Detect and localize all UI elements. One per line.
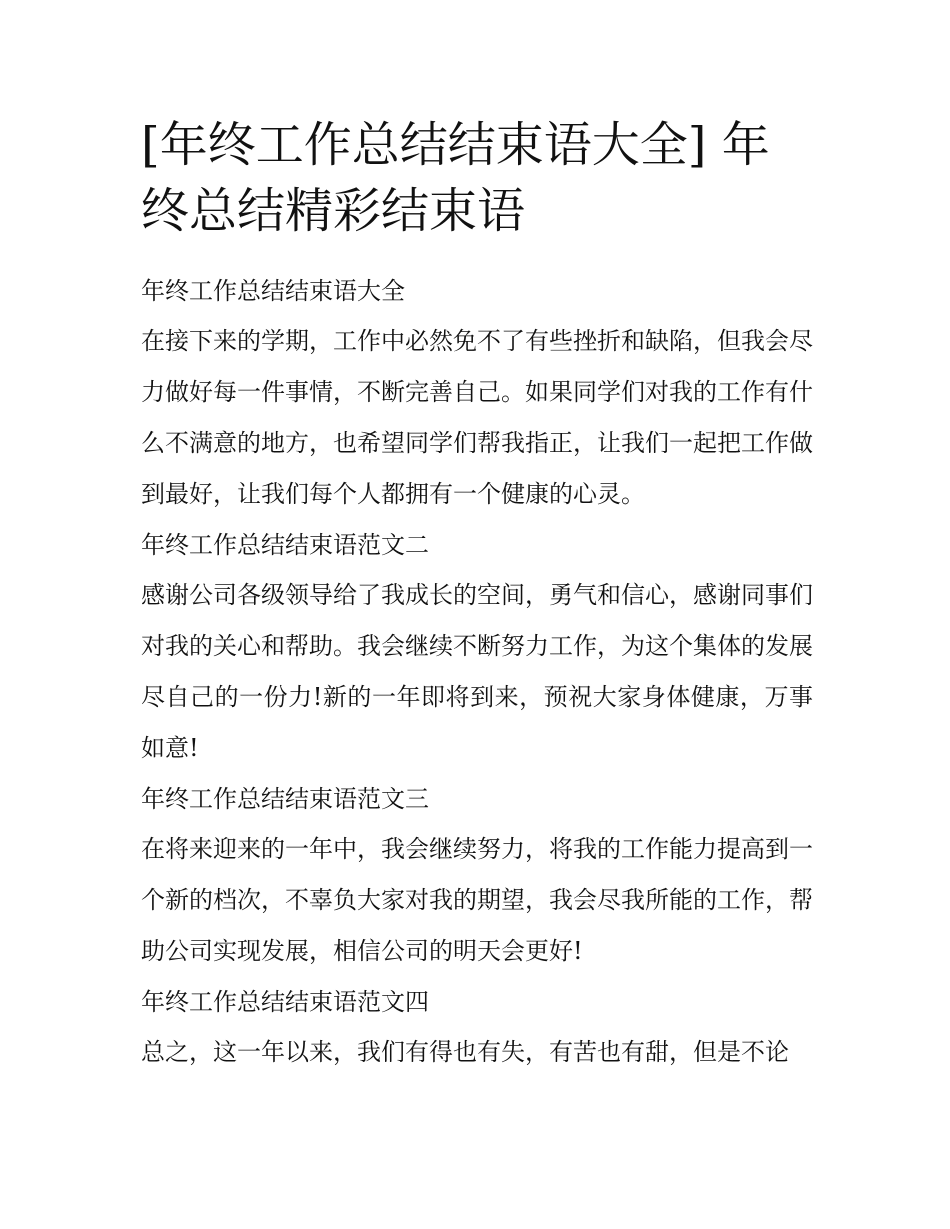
section-heading: 年终工作总结结束语范文四 (141, 988, 429, 1016)
section-paragraph: 在接下来的学期，工作中必然免不了有些挫折和缺陷，但我会尽力做好每一件事情，不断完善自己。如果同学们对我的工作有什么不满意的地方，也希望同学们帮我指正，让我们一起把工作做到最好，让我们每个人都拥有一个健康的心灵。 (141, 327, 813, 508)
section-heading: 年终工作总结结束语大全 (141, 277, 405, 305)
document-title: [年终工作总结结束语大全] 年终总结精彩结束语 (141, 117, 770, 239)
section-paragraph: 在将来迎来的一年中，我会继续努力，将我的工作能力提高到一个新的档次，不辜负大家对我的期望，我会尽我所能的工作，帮助公司实现发展，相信公司的明天会更好! (141, 835, 813, 965)
section-4 (141, 977, 813, 1078)
section-1 (141, 266, 813, 520)
section-3 (141, 774, 813, 977)
section-paragraph: 总之，这一年以来，我们有得也有失，有苦也有甜，但是不论 (141, 1038, 789, 1066)
section-heading: 年终工作总结结束语范文二 (141, 531, 429, 559)
document-sections (141, 266, 813, 1078)
section-paragraph: 感谢公司各级领导给了我成长的空间，勇气和信心，感谢同事们对我的关心和帮助。我会继续不断努力工作，为这个集体的发展尽自己的一份力!新的一年即将到来，预祝大家身体健康，万事如意! (141, 581, 813, 762)
section-heading: 年终工作总结结束语范文三 (141, 785, 429, 813)
document-content (141, 112, 813, 1078)
section-2 (141, 520, 813, 774)
